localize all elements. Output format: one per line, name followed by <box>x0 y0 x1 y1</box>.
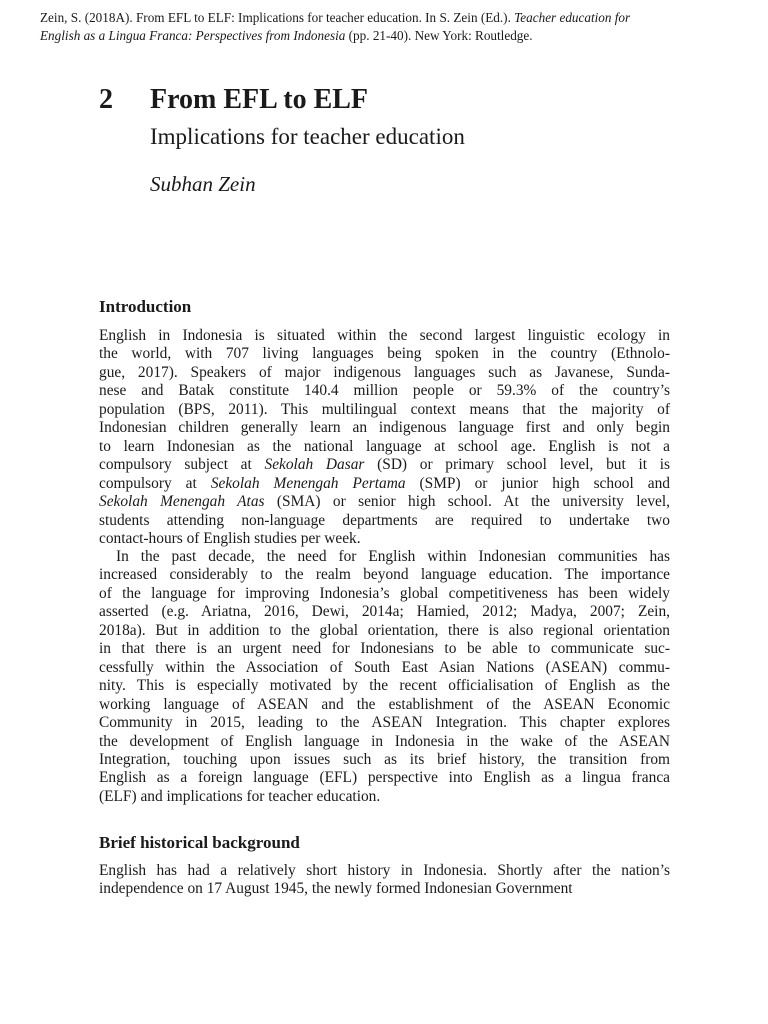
section-heading-history: Brief historical background <box>99 833 300 852</box>
text-segment: compulsory subject at <box>99 456 265 474</box>
paragraph-history-1 <box>99 862 670 899</box>
text-segment: (SMA) or senior high school. At the university level, <box>264 493 670 511</box>
text-line: English in Indonesia is situated within the second largest linguistic ecology in <box>99 327 670 344</box>
text-line: contact-hours of English studies per week. <box>99 529 361 547</box>
chapter-subtitle: Implications for teacher education <box>150 124 465 149</box>
chapter-number: 2 <box>99 84 113 115</box>
text-line <box>99 493 670 511</box>
text-line: in that there is an urgent need for Indonesians to be able to communicate suc- <box>99 640 670 658</box>
text-line: English as a foreign language (EFL) perspective into English as a lingua franca <box>99 769 670 787</box>
text-line: Indonesian children generally learn an indigenous language first and only begin <box>99 419 670 437</box>
text-line <box>99 475 670 493</box>
text-line: 2018a). But in addition to the global orientation, there is also regional orientation <box>99 621 670 639</box>
text-line: cessfully within the Association of South East Asian Nations (ASEAN) commu- <box>99 658 670 676</box>
text-line: In the past decade, the need for English within Indonesian communities has <box>116 548 670 565</box>
text-segment: (SMP) or junior high school and <box>405 474 670 492</box>
text-line: students attending non-language departments are required to undertake two <box>99 511 670 529</box>
text-line: the world, with 707 living languages being spoken in the country (Ethnolo- <box>99 345 670 363</box>
chapter-title: From EFL to ELF <box>150 84 369 115</box>
text-line: English has had a relatively short history in Indonesia. Shortly after the nation’s <box>99 862 670 879</box>
citation-book-title: Teacher education for English as a Lingua Franca: Perspectives from Indonesia <box>40 10 631 43</box>
paragraph-introduction-2 <box>99 548 670 806</box>
section-heading-introduction: Introduction <box>99 297 192 316</box>
text-line: nity. This is especially motivated by the recent officialisation of English as the <box>99 677 670 695</box>
text-line: increased considerably to the realm beyond language education. The importance <box>99 566 670 584</box>
text-line <box>99 456 670 474</box>
text-line: asserted (e.g. Ariatna, 2016, Dewi, 2014a; Hamied, 2012; Madya, 2007; Zein, <box>99 603 670 621</box>
citation-text: Zein, S. (2018A). From EFL to ELF: Implications for teacher education. In S. Zein (Ed.). <box>40 10 515 25</box>
text-line: to learn Indonesian as the national language at school age. English is not a <box>99 437 670 455</box>
text-segment: (SD) or primary school level, but it is <box>364 456 670 474</box>
text-line: of the language for improving Indonesia’s global competitiveness has been widely <box>99 584 670 602</box>
citation-publisher: (pp. 21-40). New York: Routledge. <box>345 27 533 43</box>
text-segment: compulsory at <box>99 474 211 492</box>
text-line: population (BPS, 2011). This multilingual context means that the majority of <box>99 400 670 418</box>
text-line: nese and Batak constitute 140.4 million people or 59.3% of the country’s <box>99 382 670 400</box>
text-line: independence on 17 August 1945, the newly formed Indonesian Government <box>99 880 573 898</box>
italic-term: Sekolah Dasar <box>264 456 365 474</box>
text-line: Integration, touching upon issues such as its brief history, the transition from <box>99 750 670 768</box>
paragraph-introduction-1 <box>99 327 670 548</box>
text-line: gue, 2017). Speakers of major indigenous languages such as Javanese, Sunda- <box>99 363 670 381</box>
text-line: Community in 2015, leading to the ASEAN Integration. This chapter explores <box>99 714 670 732</box>
citation-note <box>40 9 640 44</box>
chapter-author: Subhan Zein <box>150 172 256 196</box>
text-line: working language of ASEAN and the establishment of the ASEAN Economic <box>99 695 670 713</box>
text-line: the development of English language in Indonesia in the wake of the ASEAN <box>99 732 670 750</box>
italic-term: Sekolah Menengah Pertama <box>210 474 406 492</box>
text-line: (ELF) and implications for teacher education. <box>99 787 381 805</box>
italic-term: Sekolah Menengah Atas <box>99 493 265 511</box>
